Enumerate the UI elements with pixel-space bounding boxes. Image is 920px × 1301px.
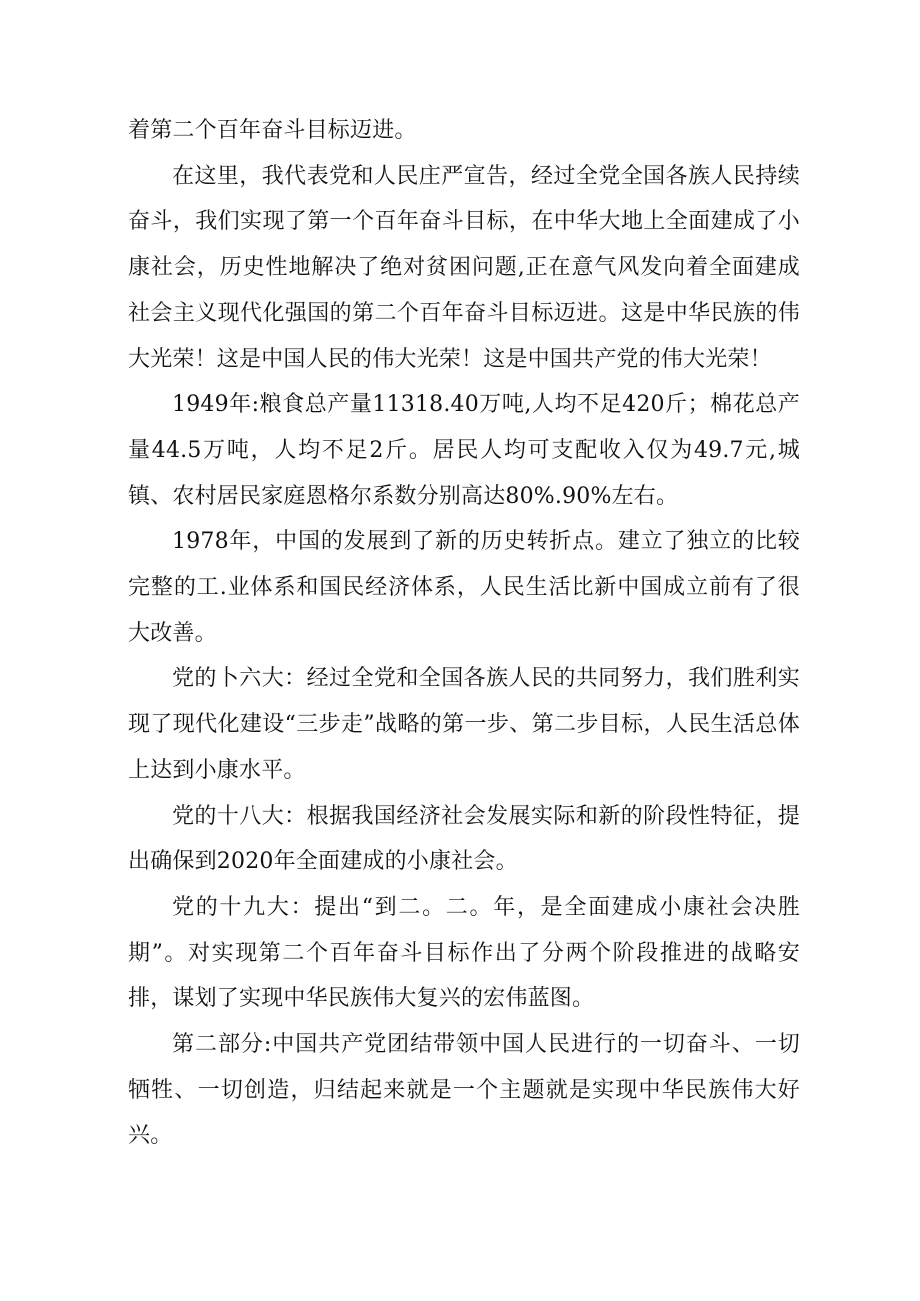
paragraph-19th-congress: 党的十九大：提出“到二。二。年，是全面建成小康社会决胜期”。对实现第二个百年奋斗目标作出了分两个阶段推进的战略安排，谋划了实现中华民族伟大复兴的宏伟蓝图。 bbox=[128, 894, 800, 1012]
paragraph-18th-congress: 党的十八大：根据我国经济社会发展实际和新的阶段性特征，提出确保到2020年全面建成的小康社会。 bbox=[128, 803, 800, 875]
paragraph-1949: 1949年:粮食总产量11318.40万吨,人均不足420斤；棉花总产量44.5万吨，人均不足2斤。居民人均可支配收入仅为49.7元,城镇、农村居民家庭恩格尔系数分别高达80%.90%左右。 bbox=[128, 392, 800, 509]
paragraph-continuation: 着第二个百年奋斗目标迈进。 bbox=[128, 118, 417, 143]
paragraph-16th-congress: 党的卜六大：经过全党和全国各族人民的共同努力，我们胜利实现了现代化建设“三步走”战略的第一步、第二步目标，人民生活总体上达到小康水平。 bbox=[128, 666, 800, 783]
paragraph-part-two: 第二部分:中国共产党团结带领中国人民进行的一切奋斗、一切牺牲、一切创造，归结起来就是一个主题就是实现中华民族伟大好兴。 bbox=[128, 1032, 800, 1149]
paragraph-declaration: 在这里，我代表党和人民庄严宣告，经过全党全国各族人民持续奋斗，我们实现了第一个百年奋斗目标，在中华大地上全面建成了小康社会，历史性地解决了绝对贫困问题,正在意气风发向着全面建成社会主义现代化强国的第二个百年奋斗目标迈进。这是中华民族的伟大光荣！这是中国人民的伟大光荣！这是中国共产党的伟大光荣！ bbox=[128, 163, 800, 372]
document-page bbox=[128, 108, 800, 1159]
paragraph-1978: 1978年，中国的发展到了新的历史转折点。建立了独立的比较完整的工.业体系和国民经济体系，人民生活比新中国成立前有了很大改善。 bbox=[128, 529, 800, 646]
